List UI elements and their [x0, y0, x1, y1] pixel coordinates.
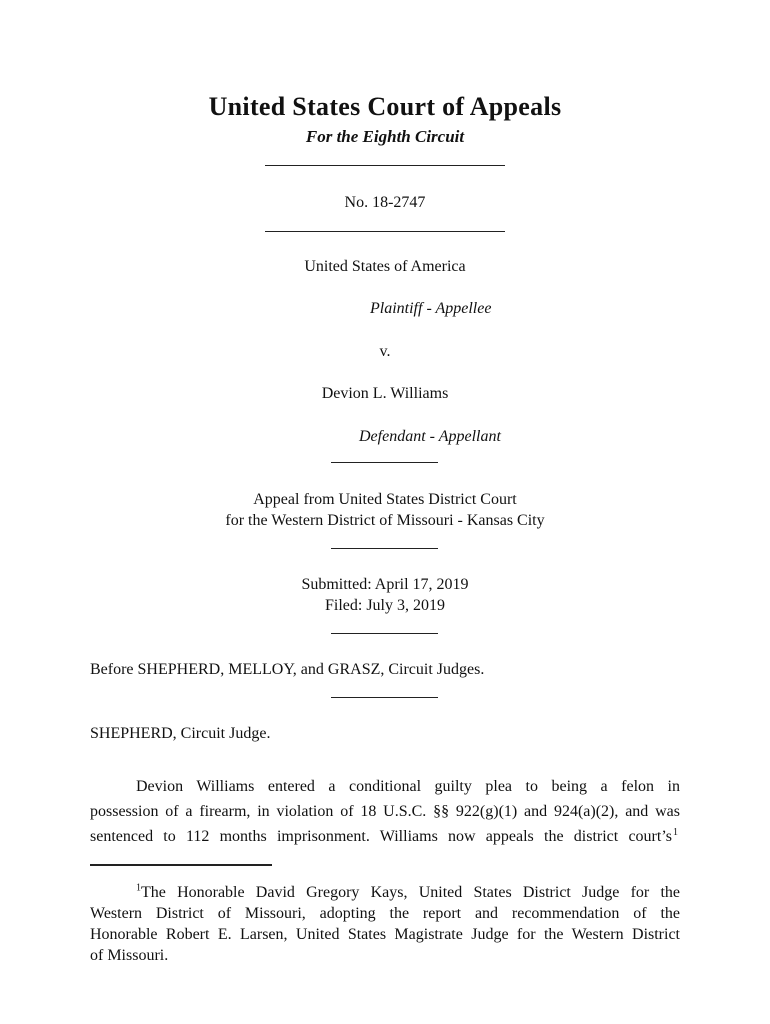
case-number: No. 18-2747 [344, 194, 426, 211]
plaintiff-role: Plaintiff - Appellee [370, 300, 492, 317]
footnote-marker: 1 [136, 882, 141, 894]
footnote-line-4: of Missouri. [90, 947, 169, 964]
circuit-name: For the Eighth Circuit [305, 127, 465, 146]
footnote-line-3: Honorable Robert E. Larsen, United States Magistrate Judge for the Western District [90, 926, 680, 943]
opinion-page: United States Court of Appeals For the Eighth Circuit No. 18-2747 United States of America Plaintiff - Appellee v. Devion L. Williams Defendant - Appellant Appeal from United States District Court for the Western District of Missouri - Kansas City Submitted: April 17, 2019 Filed: July 3, 2019 Before SHEPHERD, MELLOY, and GRASZ, Circuit Judges. SHEPHERD, Circuit Judge. Devion Williams entered a conditional guilty plea to being a felon in possession of a firearm, in violation of 18 U.S.C. §§ 922(g)(1) and 924(a)(2), and was sentenced to 112 months imprisonment. Williams now appeals the district court’s 1 $^1$The Honorable David Gregory Kays, United States District Judge for the Western District of Missouri, adopting the report and recommendation of the Honorable Robert E. Larsen, United States Magistrate Judge for the Western District of Missouri. [0, 0, 770, 1024]
appeal-line-1: Appeal from United States District Court [253, 491, 517, 508]
body-line-1: Devion Williams entered a conditional guilty plea to being a felon in [136, 778, 680, 795]
filed-date: Filed: July 3, 2019 [324, 597, 445, 614]
court-name: United States Court of Appeals [208, 92, 562, 121]
body-line-2: possession of a firearm, in violation of 18 U.S.C. §§ 922(g)(1) and 924(a)(2), and was [90, 803, 680, 820]
body-line-3: sentenced to 112 months imprisonment. Williams now appeals the district court’s [90, 828, 672, 845]
appeal-line-2: for the Western District of Missouri - Kansas City [225, 512, 545, 529]
defendant-role: Defendant - Appellant [359, 428, 501, 445]
divider-rule [331, 462, 438, 463]
opinion-author: SHEPHERD, Circuit Judge. [90, 725, 271, 742]
divider-rule [265, 231, 505, 232]
footnote-line-2: Western District of Missouri, adopting the report and recommendation of the [90, 905, 680, 922]
versus: v. [379, 343, 391, 360]
panel-judges: Before SHEPHERD, MELLOY, and GRASZ, Circuit Judges. [90, 661, 485, 678]
divider-rule [331, 633, 438, 634]
divider-rule [331, 548, 438, 549]
plaintiff-name: United States of America [304, 258, 466, 275]
footnote [90, 882, 680, 966]
divider-rule [331, 697, 438, 698]
footnote-text-1: The Honorable David Gregory Kays, United States District Judge for the [141, 884, 680, 901]
defendant-name: Devion L. Williams [321, 385, 449, 402]
submitted-date: Submitted: April 17, 2019 [301, 576, 469, 593]
footnote-line-1 [90, 882, 680, 903]
footnote-separator [90, 864, 272, 866]
divider-rule [265, 165, 505, 166]
